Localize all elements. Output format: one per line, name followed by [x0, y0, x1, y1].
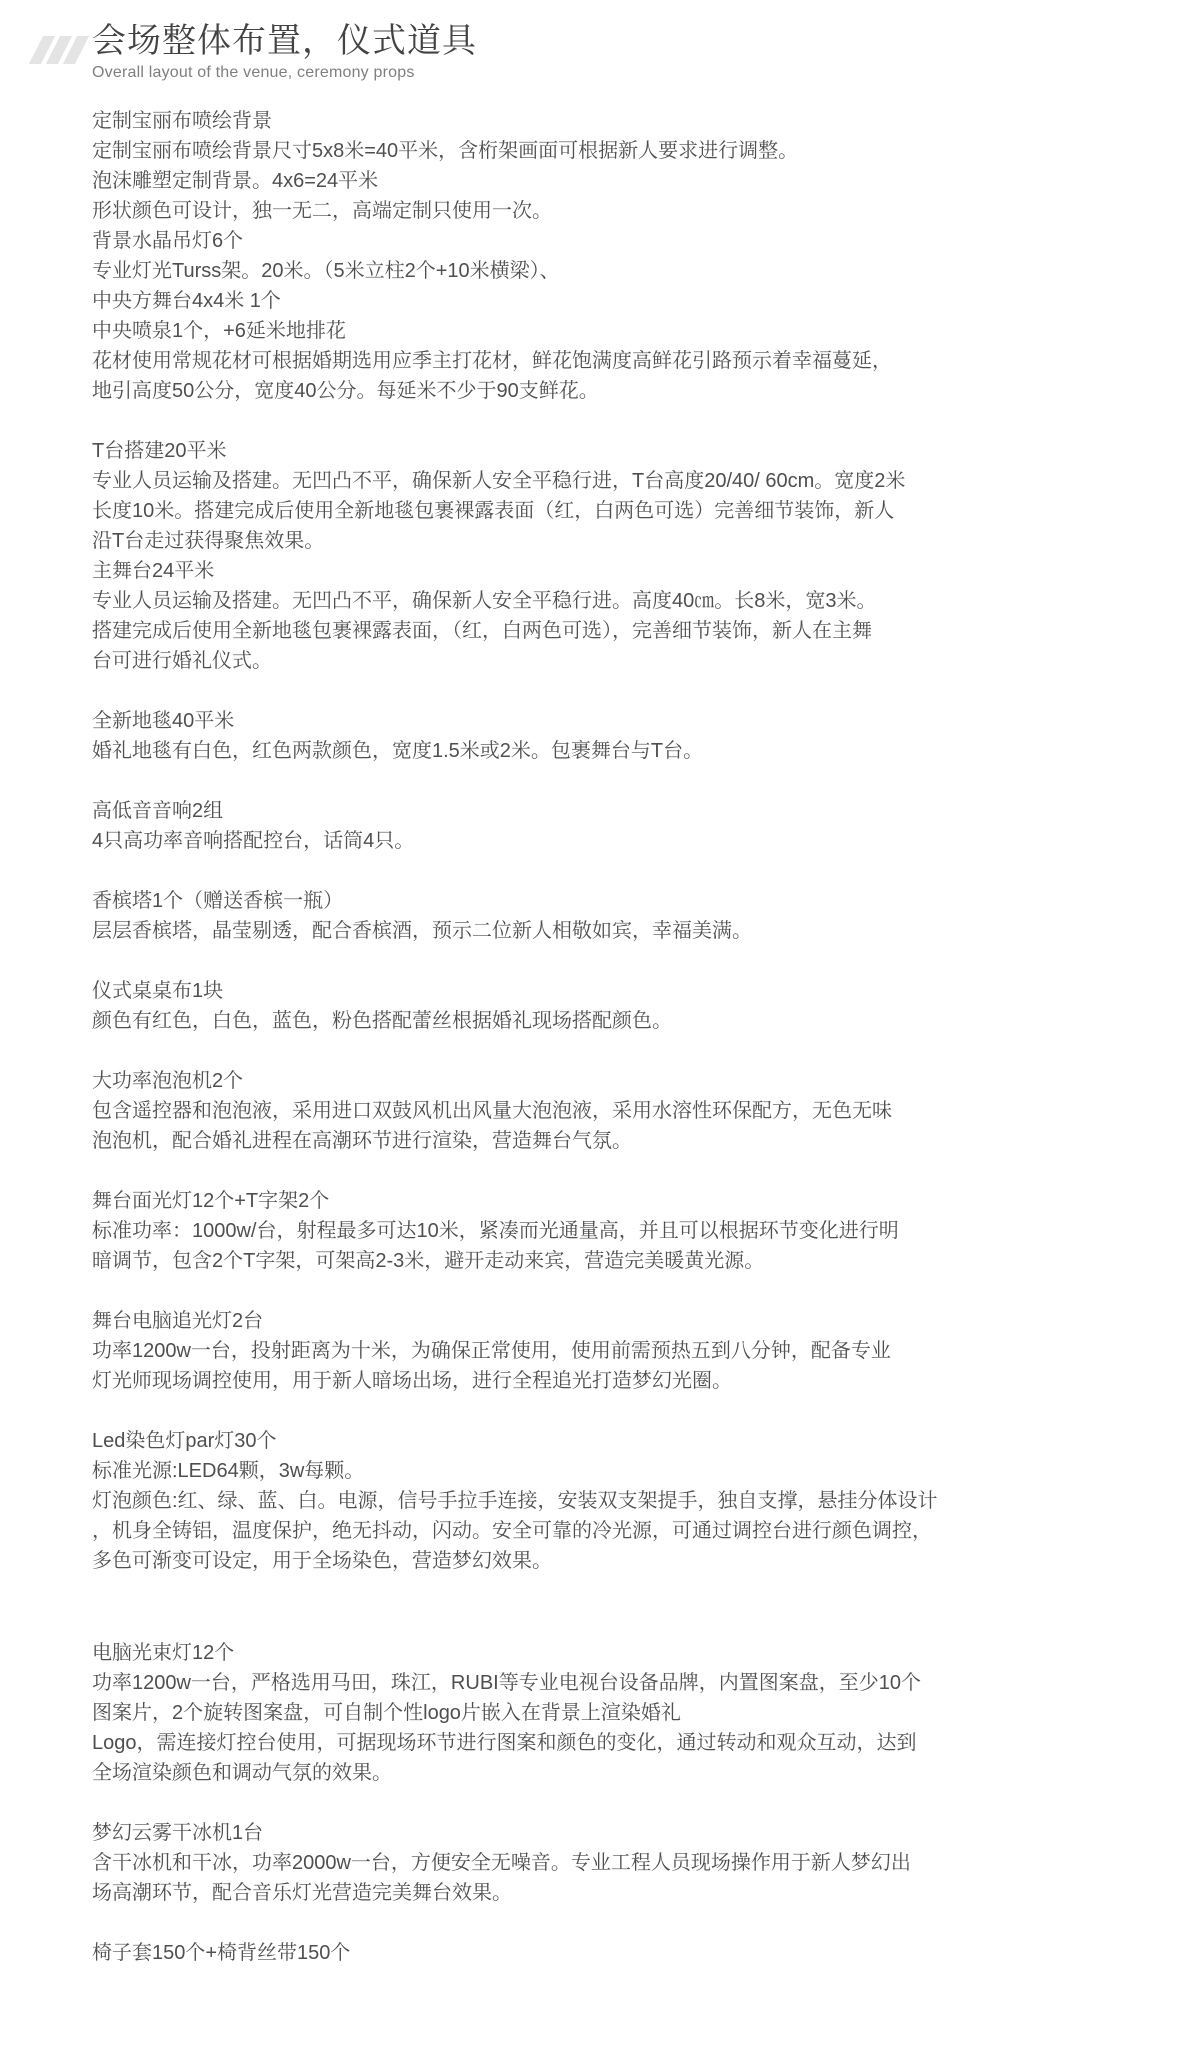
text-line: 标准功率：1000w/台，射程最多可达10米，紧凑而光通量高，并且可以根据环节变化进行明	[92, 1220, 899, 1243]
text-line: Led染色灯par灯30个	[92, 1430, 277, 1453]
text-line: 定制宝丽布喷绘背景	[92, 110, 272, 133]
text-line: 包含遥控器和泡泡液，采用进口双鼓风机出风量大泡泡液，采用水溶性环保配方，无色无味	[92, 1100, 892, 1123]
page-subtitle: Overall layout of the venue, ceremony props	[92, 64, 415, 82]
section-follow-spot-lights	[92, 1306, 1160, 1396]
text-line: 背景水晶吊灯6个	[92, 230, 244, 253]
text-line: Logo，需连接灯控台使用，可据现场环节进行图案和颜色的变化，通过转动和观众互动，达到	[92, 1732, 917, 1755]
text-line: 场高潮环节，配合音乐灯光营造完美舞台效果。	[92, 1882, 512, 1905]
section-dry-ice-machine	[92, 1818, 1160, 1908]
text-line: 地引高度50公分，宽度40公分。每延米不少于90支鲜花。	[92, 380, 599, 403]
text-line: T台搭建20平米	[92, 440, 227, 463]
text-line: 标准光源:LED64颗，3w每颗。	[92, 1460, 365, 1483]
text-line: 大功率泡泡机2个	[92, 1070, 244, 1093]
text-line: 椅子套150个+椅背丝带150个	[92, 1942, 351, 1965]
page-title: 会场整体布置，仪式道具	[92, 22, 477, 60]
text-line: 功率1200w一台，投射距离为十米，为确保正常使用，使用前需预热五到八分钟，配备专业	[92, 1340, 891, 1363]
text-line: 梦幻云雾干冰机1台	[92, 1822, 264, 1845]
text-line: 中央方舞台4x4米 1个	[92, 290, 281, 313]
text-line: 定制宝丽布喷绘背景尺寸5x8米=40平米，含桁架画面可根据新人要求进行调整。	[92, 140, 799, 163]
section-ceremony-table-cloth	[92, 976, 1160, 1036]
section-custom-backdrop-and-stage	[92, 106, 1160, 406]
section-computer-beam-lights	[92, 1638, 1160, 1788]
section-bubble-machines	[92, 1066, 1160, 1156]
text-line: 灯泡颜色:红、绿、蓝、白。电源，信号手拉手连接，安装双支架提手，独自支撑，悬挂分体设计	[92, 1490, 938, 1513]
section-champagne-tower	[92, 886, 1160, 946]
text-line: 功率1200w一台，严格选用马田，珠江，RUBI等专业电视台设备品牌，内置图案盘，至少10个	[92, 1672, 921, 1695]
text-line: 专业人员运输及搭建。无凹凸不平，确保新人安全平稳行进，T台高度20/40/ 60cm。宽度2米	[92, 470, 906, 493]
text-line: 专业人员运输及搭建。无凹凸不平，确保新人安全平稳行进。高度40㎝。长8米，宽3米。	[92, 590, 877, 613]
text-line: 电脑光束灯12个	[92, 1642, 235, 1665]
text-line: 沿T台走过获得聚焦效果。	[92, 530, 325, 553]
text-line: 层层香槟塔，晶莹剔透，配合香槟酒，预示二位新人相敬如宾，幸福美满。	[92, 920, 752, 943]
text-line: 含干冰机和干冰，功率2000w一台，方便安全无噪音。专业工程人员现场操作用于新人梦幻出	[92, 1852, 911, 1875]
text-line: 花材使用常规花材可根据婚期选用应季主打花材，鲜花饱满度高鲜花引路预示着幸福蔓延，	[92, 350, 892, 373]
text-line: 全场渲染颜色和调动气氛的效果。	[92, 1762, 392, 1785]
text-line: 泡泡机，配合婚礼进程在高潮环节进行渲染，营造舞台气氛。	[92, 1130, 632, 1153]
section-led-par-lights	[92, 1426, 1160, 1576]
text-line: 4只高功率音响搭配控台，话筒4只。	[92, 830, 415, 853]
text-line: 专业灯光Turss架。20米。（5米立柱2个+10米横梁）、	[92, 260, 560, 283]
page-header	[0, 0, 1200, 82]
text-line: 香槟塔1个（赠送香槟一瓶）	[92, 890, 344, 913]
section-new-carpet	[92, 706, 1160, 766]
text-line: ，机身全铸铝，温度保护，绝无抖动，闪动。安全可靠的冷光源，可通过调控台进行颜色调控，	[92, 1520, 932, 1543]
text-line: 多色可渐变可设定，用于全场染色，营造梦幻效果。	[92, 1550, 552, 1573]
text-line: 仪式桌桌布1块	[92, 980, 224, 1003]
text-line: 舞台电脑追光灯2台	[92, 1310, 264, 1333]
text-line: 暗调节，包含2个T字架，可架高2-3米，避开走动来宾，营造完美暖黄光源。	[92, 1250, 765, 1273]
section-t-stage-and-main-stage	[92, 436, 1160, 676]
text-line: 高低音音响2组	[92, 800, 224, 823]
text-line: 全新地毯40平米	[92, 710, 235, 733]
section-stage-face-lights	[92, 1186, 1160, 1276]
text-line: 婚礼地毯有白色，红色两款颜色，宽度1.5米或2米。包裹舞台与T台。	[92, 740, 704, 763]
text-line: 泡沫雕塑定制背景。4x6=24平米	[92, 170, 379, 193]
text-line: 主舞台24平米	[92, 560, 215, 583]
text-line: 搭建完成后使用全新地毯包裹裸露表面，（红，白两色可选），完善细节装饰，新人在主舞	[92, 620, 872, 643]
section-sound-system	[92, 796, 1160, 856]
text-line: 形状颜色可设计，独一无二，高端定制只使用一次。	[92, 200, 552, 223]
text-line: 长度10米。搭建完成后使用全新地毯包裹裸露表面（红，白两色可选）完善细节装饰，新人	[92, 500, 895, 523]
text-line: 颜色有红色，白色，蓝色，粉色搭配蕾丝根据婚礼现场搭配颜色。	[92, 1010, 672, 1033]
content-sections	[0, 82, 1200, 1968]
text-line: 图案片，2个旋转图案盘，可自制个性logo片嵌入在背景上渲染婚礼	[92, 1702, 681, 1725]
triple-slash-icon	[36, 36, 87, 64]
text-line: 台可进行婚礼仪式。	[92, 650, 272, 673]
text-line: 灯光师现场调控使用，用于新人暗场出场，进行全程追光打造梦幻光圈。	[92, 1370, 732, 1393]
text-line: 舞台面光灯12个+T字架2个	[92, 1190, 330, 1213]
text-line: 中央喷泉1个，+6延米地排花	[92, 320, 346, 343]
section-chair-covers	[92, 1938, 1160, 1968]
